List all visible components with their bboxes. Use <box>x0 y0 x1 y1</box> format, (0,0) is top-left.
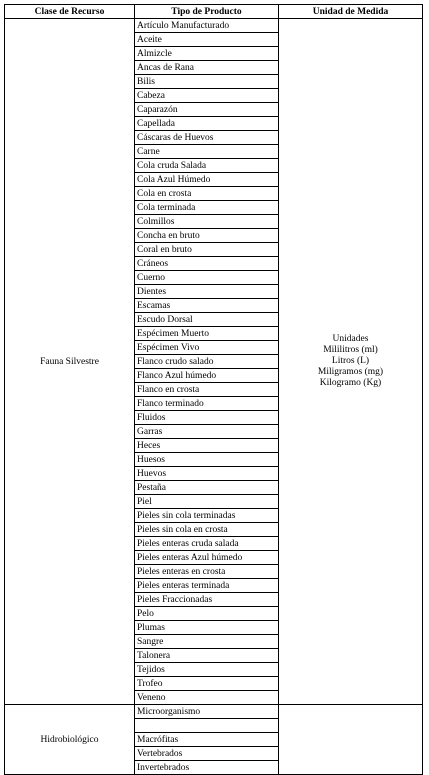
product-type-cell: Trofeo <box>135 677 279 691</box>
resource-table <box>4 4 423 775</box>
product-type-cell: Tejidos <box>135 663 279 677</box>
product-type-cell: Bilis <box>135 75 279 89</box>
product-type-cell: Sangre <box>135 635 279 649</box>
product-type-cell: Flanco terminado <box>135 397 279 411</box>
product-type-cell: Plumas <box>135 621 279 635</box>
product-type-cell: Ancas de Rana <box>135 61 279 75</box>
product-type-cell: Talonera <box>135 649 279 663</box>
table-row <box>5 705 423 719</box>
header-unit-of-measure: Unidad de Medida <box>279 5 423 19</box>
product-type-cell: Cola cruda Salada <box>135 159 279 173</box>
header-resource-class: Clase de Recurso <box>5 5 135 19</box>
product-type-cell: Flanco en crosta <box>135 383 279 397</box>
product-type-cell: Huevos <box>135 467 279 481</box>
product-type-cell: Macrófitas <box>135 733 279 747</box>
product-type-cell: Flanco Azul húmedo <box>135 369 279 383</box>
unit-line: Kilogramo (Kg) <box>319 378 382 388</box>
product-type-cell: Espécimen Vivo <box>135 341 279 355</box>
product-type-cell: Cráneos <box>135 257 279 271</box>
product-type-cell: Pieles sin cola terminadas <box>135 509 279 523</box>
unit-of-measure-cell <box>279 19 423 705</box>
product-type-cell: Pieles Fraccionadas <box>135 593 279 607</box>
unit-of-measure-cell <box>279 705 423 775</box>
product-type-cell: Espécimen Muerto <box>135 327 279 341</box>
resource-class-cell: Hidrobiológico <box>5 705 135 775</box>
product-type-cell: Garras <box>135 425 279 439</box>
product-type-cell: Almizcle <box>135 47 279 61</box>
product-type-cell: Cuerno <box>135 271 279 285</box>
product-type-cell: Cola Azul Húmedo <box>135 173 279 187</box>
product-type-cell: Vertebrados <box>135 747 279 761</box>
unit-line: Miligramos (mg) <box>317 367 384 377</box>
unit-line: Unidades <box>332 334 369 344</box>
unit-line: Mililitros (ml) <box>323 345 378 355</box>
product-type-cell: Pieles sin cola en crosta <box>135 523 279 537</box>
product-type-cell: Aceite <box>135 33 279 47</box>
product-type-cell: Caparazón <box>135 103 279 117</box>
product-type-cell: Cabeza <box>135 89 279 103</box>
header-row <box>5 5 423 19</box>
product-type-cell: Cola en crosta <box>135 187 279 201</box>
product-type-cell: Concha en bruto <box>135 229 279 243</box>
product-type-cell: Fluidos <box>135 411 279 425</box>
product-type-cell: Microorganismo <box>135 705 279 719</box>
product-type-cell: Dientes <box>135 285 279 299</box>
product-type-cell: Artículo Manufacturado <box>135 19 279 33</box>
product-type-cell: Huesos <box>135 453 279 467</box>
table-body <box>5 19 423 775</box>
product-type-cell: Pieles enteras cruda salada <box>135 537 279 551</box>
product-type-cell: Colmillos <box>135 215 279 229</box>
product-type-cell: Carne <box>135 145 279 159</box>
resource-class-cell: Fauna Silvestre <box>5 19 135 705</box>
product-type-cell: Veneno <box>135 691 279 705</box>
product-type-cell: Piel <box>135 495 279 509</box>
product-type-cell: Coral en bruto <box>135 243 279 257</box>
product-type-cell: Pieles enteras en crosta <box>135 565 279 579</box>
unit-line: Litros (L) <box>331 356 370 366</box>
product-type-cell: Cáscaras de Huevos <box>135 131 279 145</box>
product-type-cell: Capellada <box>135 117 279 131</box>
product-type-cell: Escudo Dorsal <box>135 313 279 327</box>
product-type-cell: Pelo <box>135 607 279 621</box>
product-type-cell: Flanco crudo salado <box>135 355 279 369</box>
product-type-cell: Cola terminada <box>135 201 279 215</box>
product-type-cell <box>135 719 279 733</box>
product-type-cell: Pestaña <box>135 481 279 495</box>
product-type-cell: Escamas <box>135 299 279 313</box>
table-header <box>5 5 423 19</box>
header-product-type: Tipo de Producto <box>135 5 279 19</box>
product-type-cell: Heces <box>135 439 279 453</box>
table-row <box>5 19 423 33</box>
product-type-cell: Pieles enteras Azul húmedo <box>135 551 279 565</box>
product-type-cell: Pieles enteras terminada <box>135 579 279 593</box>
product-type-cell: Invertebrados <box>135 761 279 775</box>
